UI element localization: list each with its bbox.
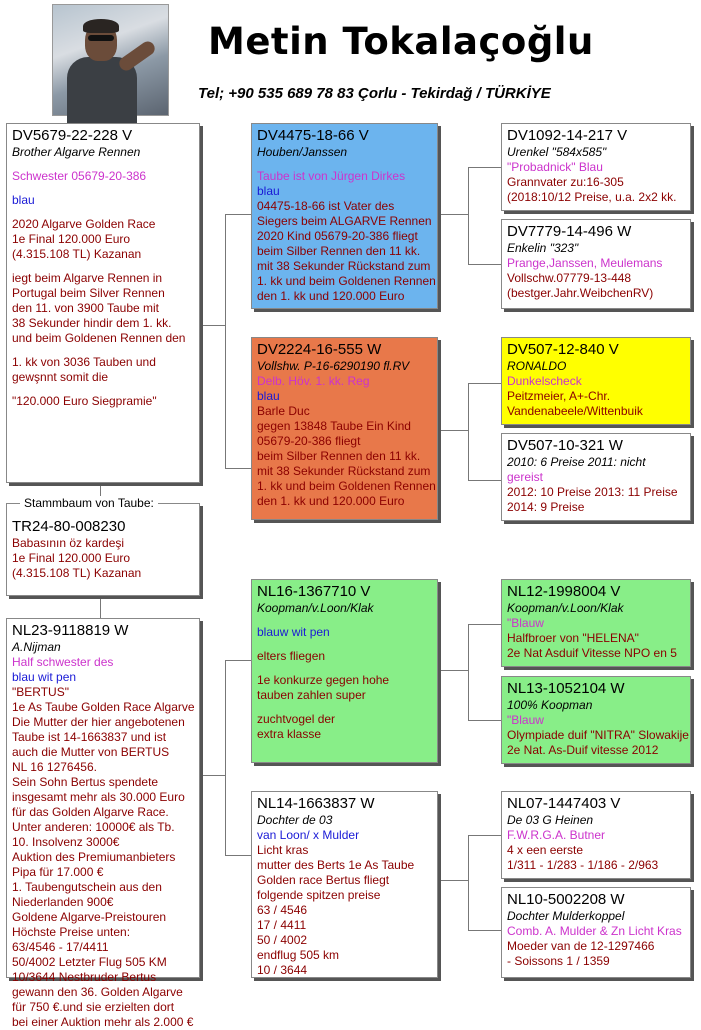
detail-line: Sein Sohn Bertus spendete xyxy=(12,775,159,789)
detail-line: Halfbroer von "HELENA" xyxy=(507,631,639,645)
detail-line: 04475-18-66 ist Vater des xyxy=(257,199,395,213)
sire-details xyxy=(257,145,436,304)
gp3-card xyxy=(501,337,691,425)
detail-line: mit 38 Sekunder Rückstand zum xyxy=(257,259,431,273)
detail-line: 2012: 10 Preise 2013: 11 Preise xyxy=(507,485,678,499)
detail-line: Unter anderen: 10000€ als Tb. xyxy=(12,820,175,834)
sire-card xyxy=(251,123,438,309)
gp4-ring-number: DV507-10-321 W xyxy=(507,437,623,454)
detail-line: 1e Final 120.000 Euro xyxy=(12,551,131,565)
detail-line: - Soissons 1 / 1359 xyxy=(507,954,610,968)
detail-line: tauben zahlen super xyxy=(257,688,366,702)
detail-line: 63 / 4546 xyxy=(257,903,308,917)
main-details xyxy=(12,145,194,409)
detail-line: "Blauw xyxy=(507,616,544,630)
detail-line: Pipa für 17.000 € xyxy=(12,865,104,879)
detail-line: 38 Sekunder hindir dem 1. kk. xyxy=(12,316,172,330)
stammbaum-ring-number: TR24-80-008230 xyxy=(12,518,126,535)
main-pigeon-card xyxy=(6,123,200,483)
detail-line: Höchste Preise unten: xyxy=(12,925,131,939)
detail-line: endflug 505 km xyxy=(257,948,340,962)
detail-line: F.W.R.G.A. Butner xyxy=(507,828,606,842)
detail-line: iegt beim Algarve Rennen in xyxy=(12,271,163,285)
detail-line: "Probadnick" Blau xyxy=(507,160,603,174)
detail-line: Taube ist 14-1663837 und ist xyxy=(12,730,167,744)
mother-card xyxy=(6,618,200,1029)
detail-line: A.Nijman xyxy=(12,640,61,654)
detail-line: Koopman/v.Loon/Klak xyxy=(507,601,624,615)
detail-line: Koopman/v.Loon/Klak xyxy=(257,601,374,615)
detail-line: Vollshw. P-16-6290190 fl.RV xyxy=(257,359,410,373)
detail-line: "Blauw xyxy=(507,713,544,727)
detail-line: 50/4002 Letzter Flug 505 KM xyxy=(12,955,167,969)
detail-line: RONALDO xyxy=(507,359,567,373)
detail-line: 1e konkurze gegen hohe xyxy=(257,673,390,687)
detail-line: 50 / 4002 xyxy=(257,933,308,947)
detail-line: Dunkelscheck xyxy=(507,374,582,388)
detail-line: für das Golden Algarve Race. xyxy=(12,805,169,819)
nl14-card xyxy=(251,791,438,978)
detail-line: 10. Insolvenz 3000€ xyxy=(12,835,120,849)
detail-line: 2014: 9 Preise xyxy=(507,500,585,514)
detail-line: (4.315.108 TL) Kazanan xyxy=(12,247,142,261)
gp6-card xyxy=(501,676,691,764)
gp1-ring-number: DV1092-14-217 V xyxy=(507,127,628,144)
detail-line: den 1. kk und 120.000 Euro xyxy=(257,289,405,303)
detail-line: De 03 G Heinen xyxy=(507,813,594,827)
detail-line: blau xyxy=(257,184,280,198)
detail-line: 2e Nat. As-Duif vitesse 2012 xyxy=(507,743,659,757)
detail-line: Grannvater zu:16-305 xyxy=(507,175,624,189)
detail-line: Golden race Bertus fliegt xyxy=(257,873,390,887)
gp5-ring-number: NL12-1998004 V xyxy=(507,583,621,600)
owner-name: Metin Tokalaçoğlu xyxy=(208,20,594,63)
detail-line: mutter des Berts 1e As Taube xyxy=(257,858,415,872)
detail-line: Moeder van de 12-1297466 xyxy=(507,939,655,953)
detail-line: 17 / 4411 xyxy=(257,918,307,932)
nl14-details xyxy=(257,813,432,978)
detail-line: beim Silber Rennen den 11 kk. xyxy=(257,244,421,258)
gp4-details xyxy=(507,455,685,515)
mother-ring-number: NL23-9118819 W xyxy=(12,622,129,639)
detail-line: Taube ist von Jürgen Dirkes xyxy=(257,169,406,183)
gp2-details xyxy=(507,241,685,301)
detail-line: extra klasse xyxy=(257,727,322,741)
detail-line: Brother Algarve Rennen xyxy=(12,145,141,159)
gp2-ring-number: DV7779-14-496 W xyxy=(507,223,632,240)
detail-line: 1e Final 120.000 Euro xyxy=(12,232,131,246)
detail-line: van Loon/ x Mulder xyxy=(257,828,360,842)
gp8-details xyxy=(507,909,685,969)
detail-line: den 11. von 3900 Taube mit xyxy=(12,301,159,315)
detail-line: Niederlanden 900€ xyxy=(12,895,114,909)
detail-line: blau wit pen xyxy=(12,670,77,684)
gp5-card xyxy=(501,579,691,667)
owner-photo xyxy=(52,4,169,116)
detail-line: gereist xyxy=(507,470,544,484)
mother-details xyxy=(12,640,194,1030)
detail-line: Urenkel "584x585" xyxy=(507,145,607,159)
stammbaum-label: Stammbaum von Taube: xyxy=(20,496,158,510)
nl16-details xyxy=(257,601,432,742)
detail-line: Barle Duc xyxy=(257,404,310,418)
gp5-details xyxy=(507,601,685,661)
detail-line: Enkelin "323" xyxy=(507,241,579,255)
detail-line xyxy=(257,640,432,649)
detail-line: (2018:10/12 Preise, u.a. 2x2 kk. xyxy=(507,190,677,204)
detail-line: Vandenabeele/Wittenbuik xyxy=(507,404,643,418)
dam-card xyxy=(251,337,438,520)
detail-line: gewşnnt somit die xyxy=(12,370,109,384)
detail-line: 1. kk und beim Goldenen Rennen xyxy=(257,274,436,288)
detail-line: 1/311 - 1/283 - 1/186 - 2/963 xyxy=(507,858,659,872)
detail-line: 10 / 3644 xyxy=(257,963,308,977)
detail-line: Dochter Mulderkoppel xyxy=(507,909,625,923)
detail-line: 2010: 6 Preise 2011: nicht xyxy=(507,455,646,469)
detail-line: Prange,Janssen, Meulemans xyxy=(507,256,663,270)
detail-line: blau xyxy=(12,193,35,207)
detail-line: 1. kk von 3036 Tauben und xyxy=(12,355,156,369)
detail-line xyxy=(12,262,194,271)
detail-line: NL 16 1276456. xyxy=(12,760,97,774)
nl16-ring-number: NL16-1367710 V xyxy=(257,583,371,600)
gp4-card xyxy=(501,433,691,521)
stammbaum-details xyxy=(12,536,194,581)
detail-line: Houben/Janssen xyxy=(257,145,348,159)
detail-line xyxy=(12,184,194,193)
dam-ring-number: DV2224-16-555 W xyxy=(257,341,382,358)
detail-line: zuchtvogel der xyxy=(257,712,336,726)
detail-line: elters fliegen xyxy=(257,649,326,663)
detail-line: Delb. Höv. 1. kk. Reg xyxy=(257,374,370,388)
detail-line: mit 38 Sekunder Rückstand zum xyxy=(257,464,431,478)
gp1-card xyxy=(501,123,691,211)
gp3-details xyxy=(507,359,685,419)
detail-line: für 750 €.und sie erzielten dort xyxy=(12,1000,175,1014)
nl14-ring-number: NL14-1663837 W xyxy=(257,795,375,812)
gp6-details xyxy=(507,698,689,758)
detail-line: Vollschw.07779-13-448 xyxy=(507,271,632,285)
gp8-ring-number: NL10-5002208 W xyxy=(507,891,625,908)
gp7-ring-number: NL07-1447403 V xyxy=(507,795,621,812)
detail-line: Half schwester des xyxy=(12,655,114,669)
detail-line: blau xyxy=(257,389,280,403)
detail-line: 05679-20-386 fliegt xyxy=(257,434,361,448)
detail-line: (4.315.108 TL) Kazanan xyxy=(12,566,142,580)
gp3-ring-number: DV507-12-840 V xyxy=(507,341,619,358)
detail-line xyxy=(12,208,194,217)
gp7-card xyxy=(501,791,691,879)
detail-line: Peitzmeier, A+-Chr. xyxy=(507,389,611,403)
detail-line: gewann den 36. Golden Algarve xyxy=(12,985,183,999)
detail-line: 2e Nat Asduif Vitesse NPO en 5 xyxy=(507,646,677,660)
detail-line: blauw wit pen xyxy=(257,625,330,639)
detail-line: Comb. A. Mulder & Zn Licht Kras xyxy=(507,924,682,938)
detail-line: Portugal beim Silver Rennen xyxy=(12,286,165,300)
detail-line xyxy=(257,703,432,712)
detail-line: auch die Mutter von BERTUS xyxy=(12,745,170,759)
detail-line xyxy=(12,346,194,355)
detail-line: Goldene Algarve-Preistouren xyxy=(12,910,167,924)
detail-line: insgesamt mehr als 30.000 Euro xyxy=(12,790,185,804)
detail-line: Schwester 05679-20-386 xyxy=(12,169,147,183)
detail-line: Licht kras xyxy=(257,843,309,857)
detail-line: Babasının öz kardeşi xyxy=(12,536,125,550)
detail-line: gegen 13848 Taube Ein Kind xyxy=(257,419,411,433)
detail-line: bei einer Auktion mehr als 2.000 € xyxy=(12,1015,194,1029)
detail-line xyxy=(257,160,432,169)
detail-line: 1e As Taube Golden Race Algarve xyxy=(12,700,195,714)
contact-line: Tel; +90 535 689 78 83 Çorlu - Tekirdağ / TÜRKİYE xyxy=(198,85,551,102)
detail-line: beim Silber Rennen den 11 kk. xyxy=(257,449,421,463)
detail-line: 63/4546 - 17/4411 xyxy=(12,940,109,954)
detail-line: 100% Koopman xyxy=(507,698,593,712)
detail-line: 10/3644 Nestbruder Bertus xyxy=(12,970,157,984)
gp8-card xyxy=(501,887,691,978)
stammbaum-card xyxy=(6,503,200,596)
detail-line: 4 x een eerste xyxy=(507,843,584,857)
gp7-details xyxy=(507,813,685,873)
detail-line xyxy=(257,664,432,673)
detail-line: 2020 Kind 05679-20-386 fliegt xyxy=(257,229,418,243)
detail-line xyxy=(12,385,194,394)
detail-line: folgende spitzen preise xyxy=(257,888,381,902)
detail-line: "120.000 Euro Siegpramie" xyxy=(12,394,157,408)
detail-line: Die Mutter der hier angebotenen xyxy=(12,715,185,729)
detail-line: (bestger.Jahr.WeibchenRV) xyxy=(507,286,654,300)
detail-line: "BERTUS" xyxy=(12,685,69,699)
detail-line: und beim Goldenen Rennen den xyxy=(12,331,186,345)
detail-line: 1. kk und beim Goldenen Rennen xyxy=(257,479,436,493)
nl16-card xyxy=(251,579,438,763)
detail-line: Dochter de 03 xyxy=(257,813,333,827)
detail-line: Siegers beim ALGARVE Rennen xyxy=(257,214,432,228)
sire-ring-number: DV4475-18-66 V xyxy=(257,127,369,144)
detail-line: 2020 Algarve Golden Race xyxy=(12,217,156,231)
gp6-ring-number: NL13-1052104 W xyxy=(507,680,625,697)
detail-line: Auktion des Premiumanbieters xyxy=(12,850,176,864)
detail-line: Olympiade duif "NITRA" Slowakije xyxy=(507,728,689,742)
detail-line xyxy=(257,616,432,625)
detail-line: den 1. kk und 120.000 Euro xyxy=(257,494,405,508)
detail-line: 1. Taubengutschein aus den xyxy=(12,880,162,894)
gp1-details xyxy=(507,145,685,205)
main-ring-number: DV5679-22-228 V xyxy=(12,127,133,144)
detail-line xyxy=(12,160,194,169)
dam-details xyxy=(257,359,436,509)
gp2-card xyxy=(501,219,691,309)
